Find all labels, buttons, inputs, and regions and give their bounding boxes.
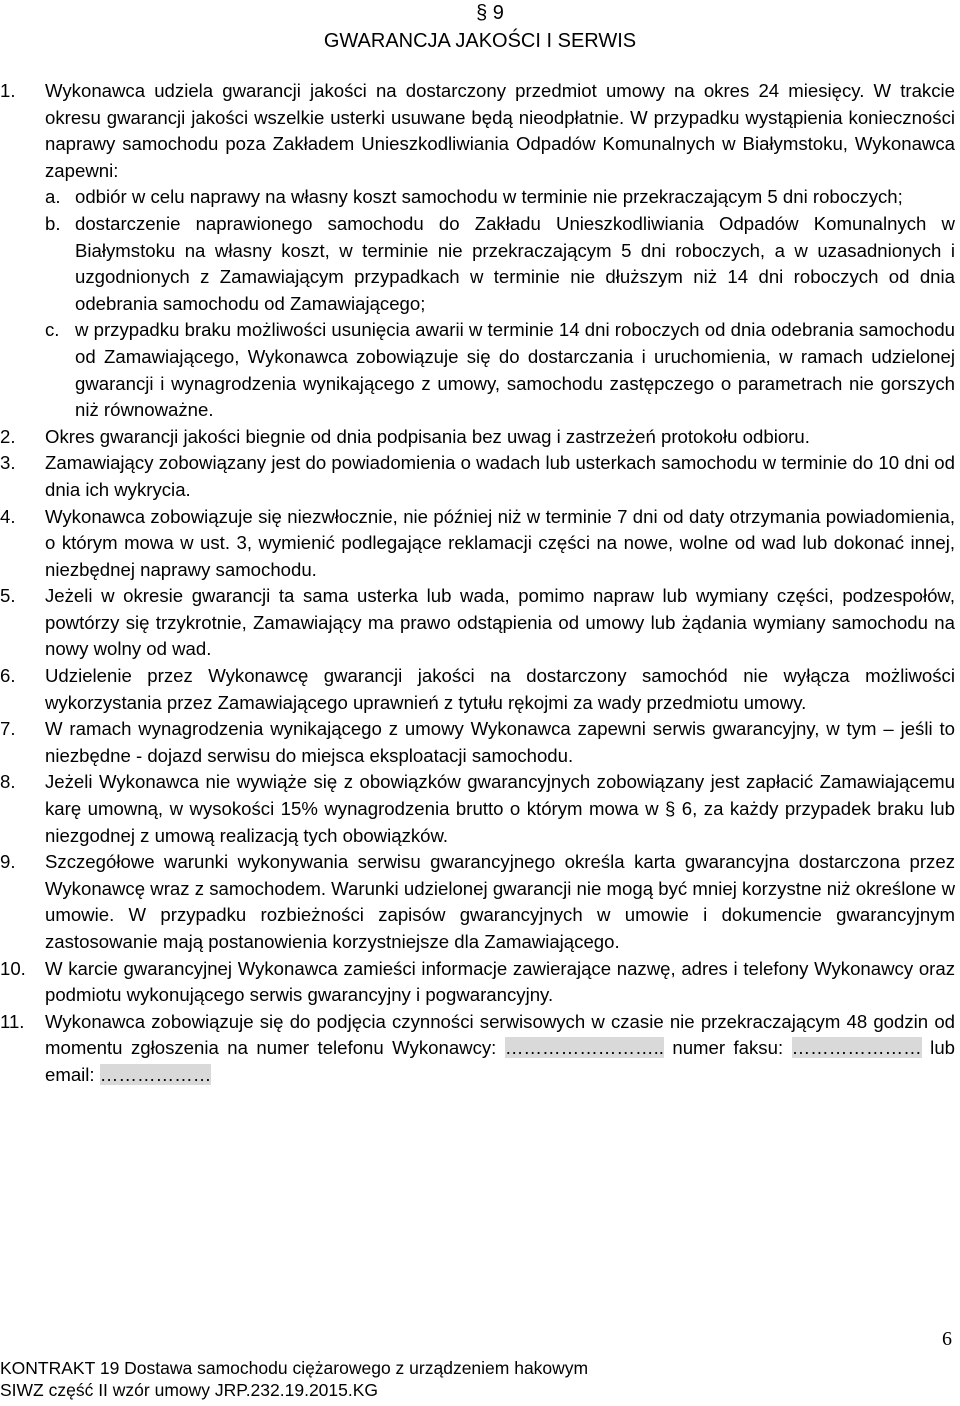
subclause-b <box>45 211 955 317</box>
clause-11-text: Wykonawca zobowiązuje się do podjęcia czynności serwisowych w czasie nie przekraczającym 48 godzin od momentu zgłoszenia na numer telefonu Wykonawcy: <box>45 1010 955 1059</box>
clause-number: 10. <box>0 957 26 979</box>
subclause-letter: c. <box>45 319 60 341</box>
clause-text: W karcie gwarancyjnej Wykonawca zamieści informacje zawierające nazwę, adres i telefony Wykonawcy oraz podmiotu wykonującego serwis gwarancyjny i pogwarancyjny. <box>45 957 955 1006</box>
fax-placeholder: ………………… <box>791 1037 922 1059</box>
clause-text: Wykonawca udziela gwarancji jakości na dostarczony przedmiot umowy na okres 24 miesięcy. W trakcie okresu gwarancji jakości wszelkie usterki usuwane będą nieodpłatnie. W przypadku wystąpienia konieczności naprawy samochodu poza Zakładem Unieszkodliwiania Odpadów Komunalnych w Białymstoku, Wykonawca zapewni: <box>45 80 955 181</box>
clause-text: Jeżeli Wykonawca nie wywiąże się z obowiązków gwarancyjnych zobowiązany jest zapłacić Zamawiającemu karę umowną, w wysokości 15% wynagrodzenia brutto o którym mowa w § 6, za każdy przypadek braku lub niezgodnej z umową realizacją tych obowiązków. <box>45 771 955 846</box>
email-label: lub email: <box>45 1037 955 1085</box>
clause-3 <box>0 450 955 503</box>
clause-number: 7. <box>0 718 16 740</box>
phone-placeholder: …………………….. <box>504 1037 664 1059</box>
clause-text: W ramach wynagrodzenia wynikającego z umowy Wykonawca zapewni serwis gwarancyjny, w tym – jeśli to niezbędne - dojazd serwisu do miejsca eksploatacji samochodu. <box>45 718 955 766</box>
clause-number: 3. <box>0 452 16 474</box>
clause-6 <box>0 663 955 716</box>
subclause-letter: a. <box>45 186 61 208</box>
subclause-text: w przypadku braku możliwości usunięcia awarii w terminie 14 dni roboczych od dnia odebrania samochodu od Zamawiającego, Wykonawca zobowiązuje się do dostarczania i uruchomienia, w ramach udzielonej gwarancji i wynagrodzenia wynikającego z umowy, samochodu zastępczego o parametrach nie gorszych niż równoważne. <box>75 319 955 421</box>
clause-text: Udzielenie przez Wykonawcę gwarancji jakości na dostarczony samochód nie wyłącza możliwości wykorzystania przez Zamawiającego uprawnień z tytułu rękojmi za wady przedmiotu umowy. <box>45 665 955 713</box>
section-title: GWARANCJA JAKOŚCI I SERWIS <box>323 30 637 52</box>
page-number: 6 <box>942 1328 952 1350</box>
clause-text <box>45 1009 955 1089</box>
clause-number: 8. <box>0 771 16 793</box>
email-placeholder: ……………… <box>99 1063 212 1085</box>
clause-10 <box>0 956 955 1009</box>
clause-4 <box>0 504 955 584</box>
clause-number: 11. <box>0 1010 25 1032</box>
subclause-a <box>45 184 955 211</box>
subclause-letter: b. <box>45 212 61 234</box>
subclause-text: dostarczenie naprawionego samochodu do Zakładu Unieszkodliwiania Odpadów Komunalnych w Białymstoku na własny koszt, w terminie nie przekraczającym 5 dni roboczych, a w uzasadnionych i uzgodnionych z Zamawiającym przypadkach w terminie nie dłuższym niż 14 dni roboczych od dnia odebrania samochodu od Zamawiającego; <box>75 212 955 314</box>
clause-text: Szczegółowe warunki wykonywania serwisu gwarancyjnego określa karta gwarancyjna dostarczona przez Wykonawcę wraz z samochodem. Warunki udzielonej gwarancji nie mogą być mniej korzystne niż określone w umowie. W przypadku rozbieżności zapisów gwarancyjnych w umowie i dokumencie gwarancyjnym zastosowanie mają postanowienia korzystniejsze dla Zamawiającego. <box>45 851 955 952</box>
clause-number: 2. <box>0 425 16 447</box>
page-footer <box>0 1357 588 1401</box>
clause-text: Wykonawca zobowiązuje się niezwłocznie, nie później niż w terminie 7 dni od daty otrzymania powiadomienia, o którym mowa w ust. 3, wymienić podlegające reklamacji części na nowe, wolne od wad lub dokonać innej, niezbędnej naprawy samochodu. <box>45 505 955 580</box>
clause-7 <box>0 716 955 769</box>
clause-2 <box>0 424 955 451</box>
subclause-c <box>45 317 955 423</box>
clause-number: 1. <box>0 80 16 101</box>
clause-5 <box>0 583 955 663</box>
clause-number: 5. <box>0 585 16 607</box>
clause-number: 4. <box>0 505 16 527</box>
clause-text: Okres gwarancji jakości biegnie od dnia podpisania bez uwag i zastrzeżeń protokołu odbioru. <box>45 425 810 447</box>
clause-number: 9. <box>0 851 16 873</box>
clause-8 <box>0 769 955 849</box>
fax-label: numer faksu: <box>663 1037 792 1059</box>
clause-text: Jeżeli w okresie gwarancji ta sama usterka lub wada, pomimo napraw lub wymiany części, podzespołów, powtórzy się trzykrotnie, Zamawiający ma prawo odstąpienia od umowy lub żądania wymiany samochodu na nowy wolny od wad. <box>45 585 955 660</box>
clause-1 <box>0 78 955 424</box>
clauses-list <box>0 78 955 1089</box>
clause-number: 6. <box>0 665 16 687</box>
footer-line-2: SIWZ część II wzór umowy JRP.232.19.2015.KG <box>0 1380 379 1400</box>
clause-11 <box>0 1009 955 1089</box>
subclause-text: odbiór w celu naprawy na własny koszt samochodu w terminie nie przekraczającym 5 dni roboczych; <box>75 186 903 208</box>
clause-text: Zamawiający zobowiązany jest do powiadomienia o wadach lub usterkach samochodu w terminie do 10 dni od dnia ich wykrycia. <box>45 452 955 500</box>
section-number: § 9 <box>476 2 504 24</box>
footer-line-1: KONTRAKT 19 Dostawa samochodu ciężarowego z urządzeniem hakowym <box>0 1358 589 1378</box>
clause-9 <box>0 849 955 955</box>
